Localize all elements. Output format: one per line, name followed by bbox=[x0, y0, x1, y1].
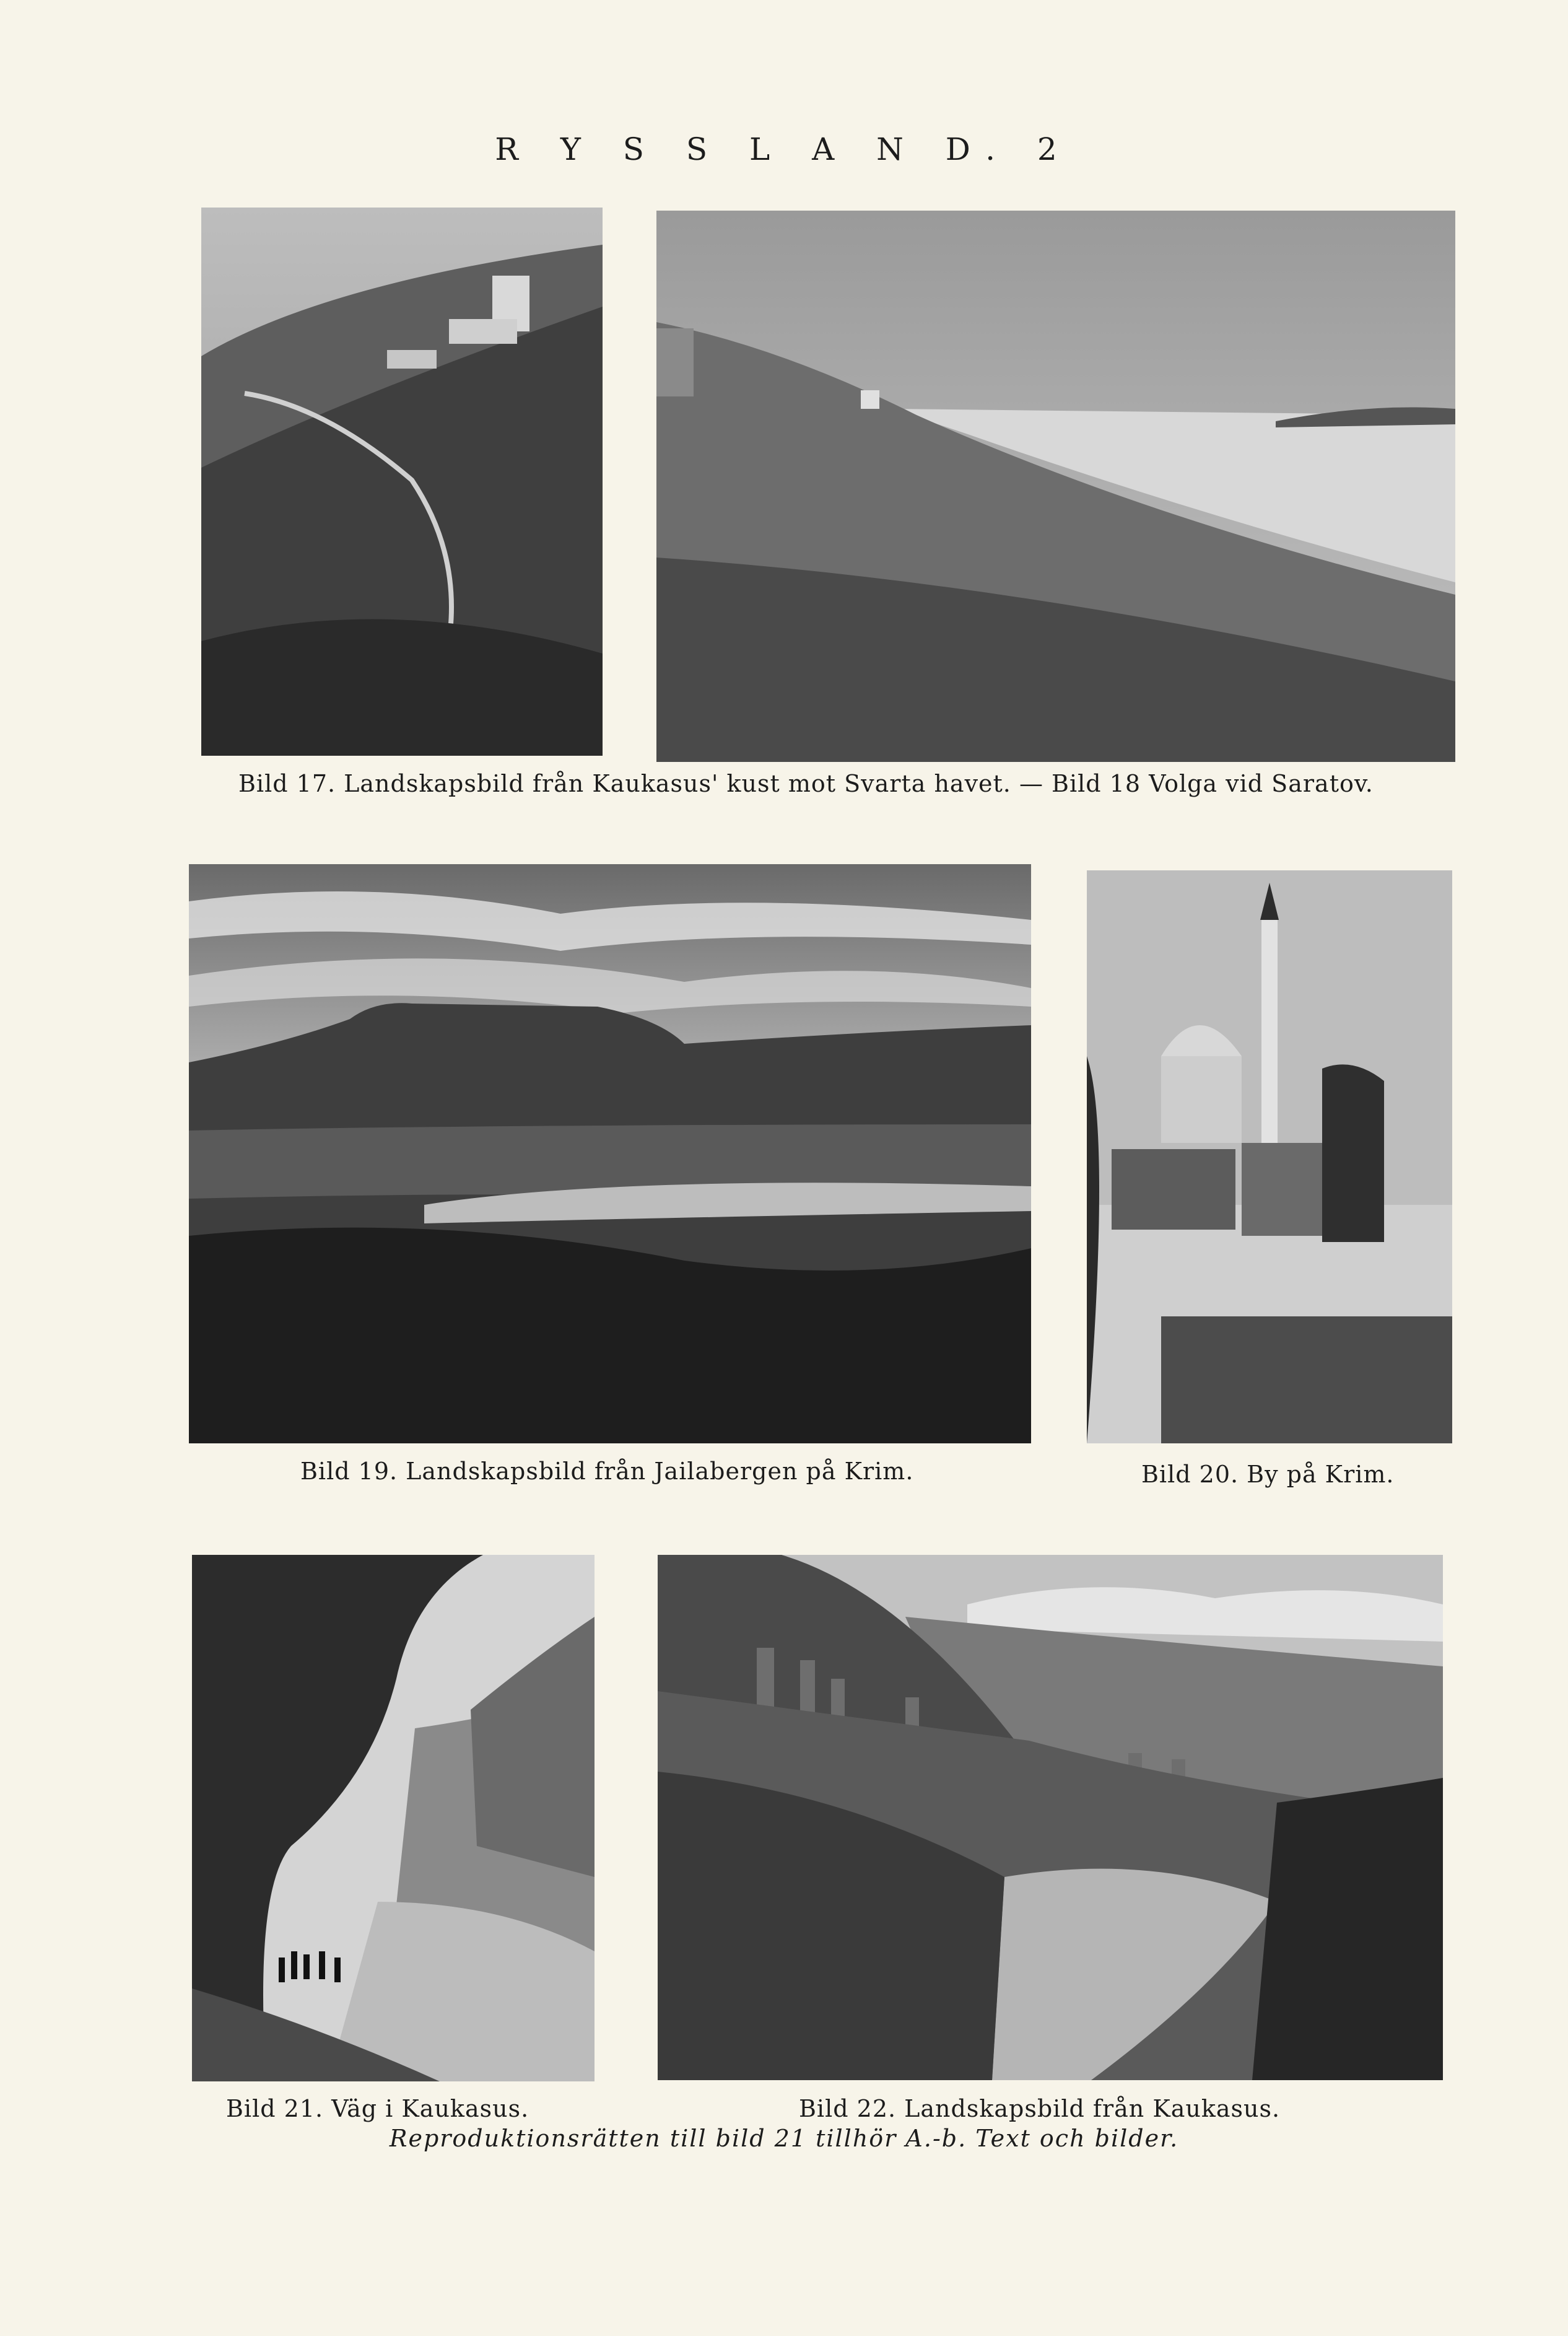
caption-bild-20: Bild 20. By på Krim. bbox=[1141, 1461, 1395, 1488]
reproduction-credit: Reproduktionsrätten till bild 21 tillhör A.-b. Text och bilder. bbox=[389, 2125, 1179, 2152]
photo-bild-18 bbox=[656, 211, 1455, 762]
caption-bild-22: Bild 22. Landskapsbild från Kaukasus. bbox=[799, 2095, 1281, 2122]
photo-bild-19 bbox=[189, 864, 1031, 1443]
page-title: R Y S S L A N D. 2 bbox=[495, 131, 1073, 167]
caption-bild-19: Bild 19. Landskapsbild från Jailabergen på Krim. bbox=[300, 1458, 914, 1485]
caption-bild-17-18: Bild 17. Landskapsbild från Kaukasus' kust mot Svarta havet. — Bild 18 Volga vid Saratov. bbox=[238, 770, 1374, 797]
caption-bild-21: Bild 21. Väg i Kaukasus. bbox=[226, 2095, 529, 2122]
photo-bild-22 bbox=[658, 1555, 1443, 2080]
photo-bild-20 bbox=[1087, 870, 1452, 1443]
photo-bild-17 bbox=[201, 208, 603, 756]
photo-bild-21 bbox=[192, 1555, 595, 2081]
